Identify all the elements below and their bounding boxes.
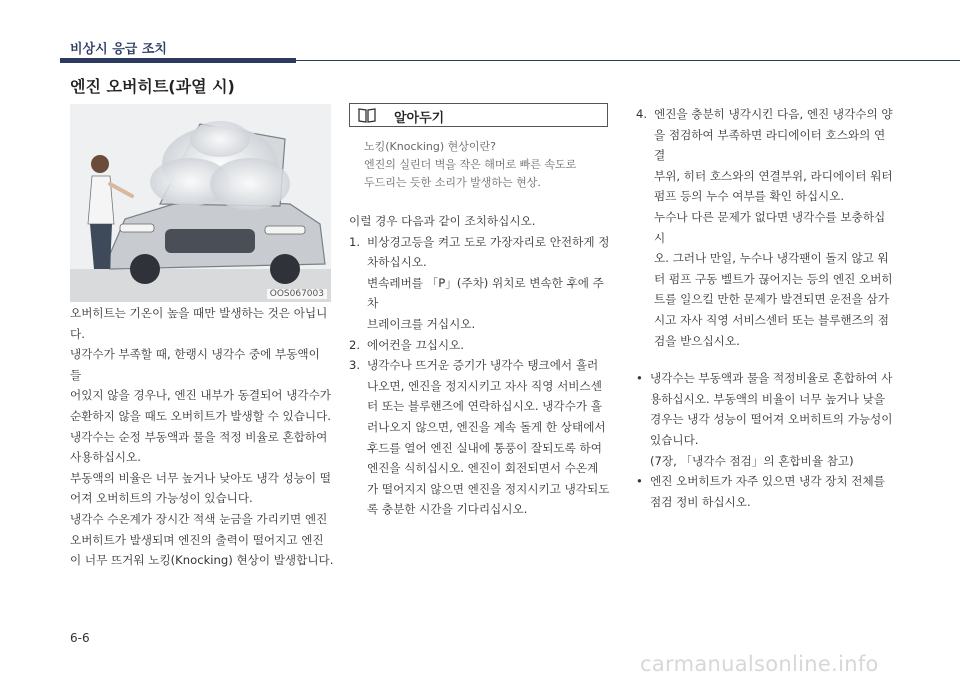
step-line: 록 충분한 시간을 기다리십시오. xyxy=(367,502,528,517)
step-line: 부위, 히터 호스와의 연결부위, 라디에이터 워터 xyxy=(654,168,893,183)
step-number: 2. xyxy=(349,337,361,352)
step-line: 러나오지 않으면, 엔진을 계속 돌게 한 상태에서 xyxy=(367,419,606,434)
step-1 xyxy=(349,232,613,335)
step-line: 을 점검하여 부족하면 라디에이터 호스와의 연결 xyxy=(654,127,886,163)
procedure-intro: 이럴 경우 다음과 같이 조치하십시오. xyxy=(349,214,536,228)
section-title: 엔진 오버히트(과열 시) xyxy=(70,77,235,96)
procedure-steps xyxy=(349,211,613,520)
watermark: carmanualsonline.info xyxy=(640,652,879,676)
text-line: 냉각수는 순정 부동액과 물을 적정 비율로 혼합하여 xyxy=(70,429,328,444)
step-line: 비상경고등을 켜고 도로 가장자리로 안전하게 정 xyxy=(367,234,610,249)
note-body xyxy=(364,138,608,192)
chapter-title: 비상시 응급 조치 xyxy=(70,42,167,57)
step-line: 터 또는 블루핸즈에 연락하십시오. 냉각수가 흘 xyxy=(367,399,602,414)
header-rule xyxy=(296,60,960,61)
bullet-line: 있습니다. xyxy=(650,432,699,447)
step-3 xyxy=(349,355,613,520)
step-line: 검을 받으십시오. xyxy=(654,333,740,348)
intro-paragraph xyxy=(70,303,334,571)
bullet-item xyxy=(636,368,894,471)
text-line: 사용하십시오. xyxy=(70,450,141,465)
bullet-mark: • xyxy=(636,371,643,386)
note-heading: 노킹(Knocking) 현상이란? xyxy=(364,140,497,153)
text-line: 부동액의 비율은 너무 높거나 낮아도 냉각 성능이 떨 xyxy=(70,470,331,485)
step-number: 3. xyxy=(349,358,361,373)
bullet-line: 점검 정비 하십시오. xyxy=(650,494,751,509)
step-line: 에어컨을 끄십시오. xyxy=(367,337,464,352)
step-line: 엔진을 충분히 냉각시킨 다음, 엔진 냉각수의 양 xyxy=(654,107,893,121)
text-line: 오버히트는 기온이 높을 때만 발생하는 것은 아닙니다. xyxy=(70,306,328,341)
bullet-line: 용하십시오. 부동액의 비율이 너무 높거나 낮을 xyxy=(650,391,885,406)
note-box xyxy=(349,103,608,127)
step-2 xyxy=(349,335,613,356)
step-line: 차하십시오. xyxy=(367,255,427,270)
step-line: 시고 자사 직영 서비스센터 또는 블루핸즈의 점 xyxy=(654,312,889,327)
text-line: 냉각수 수온계가 장시간 적색 눈금을 가리키면 엔진 xyxy=(70,511,328,526)
note-line: 두드리는 듯한 소리가 발생하는 현상. xyxy=(364,176,541,189)
bullet-item xyxy=(636,471,894,512)
step-line: 변속레버를 「P」(주차) 위치로 변속한 후에 주차 xyxy=(367,275,604,311)
header-bar xyxy=(60,58,296,63)
note-line: 엔진의 실린더 벽을 작은 해머로 빠른 속도로 xyxy=(364,158,577,171)
step-line: 브레이크를 거십시오. xyxy=(367,316,476,331)
bullet-mark: • xyxy=(636,474,643,489)
step-line: 오. 그러나 만일, 누수나 냉각팬이 돌지 않고 워 xyxy=(654,251,889,266)
step-number: 1. xyxy=(349,234,361,249)
engine-overheat-illustration xyxy=(70,104,331,302)
text-line: 냉각수가 부족할 때, 한랭시 냉각수 중에 부동액이 들 xyxy=(70,347,320,382)
text-line: 이 너무 뜨거워 노킹(Knocking) 현상이 발생합니다. xyxy=(70,553,334,568)
book-icon xyxy=(358,107,376,123)
procedure-continued xyxy=(636,104,894,512)
step-4 xyxy=(636,104,894,351)
bullet-line: 경우는 냉각 성능이 떨어져 오버히트의 가능성이 xyxy=(650,412,893,427)
step-line: 엔진을 식히십시오. 엔진이 회전되면서 수온계 xyxy=(367,461,599,476)
car-steam-image xyxy=(70,104,331,302)
step-line: 후드를 열어 엔진 실내에 통풍이 잘되도록 하여 xyxy=(367,440,602,455)
step-line: 터 펌프 구동 벨트가 끊어지는 등의 엔진 오버히 xyxy=(654,271,893,286)
step-line: 냉각수나 뜨거운 증기가 냉각수 탱크에서 흘러 xyxy=(367,358,599,373)
bullet-line: 엔진 오버히트가 자주 있으면 냉각 장치 전체를 xyxy=(650,474,885,489)
figure-code: OOS067003 xyxy=(267,289,327,299)
text-line: 순환하지 않을 때도 오버히트가 발생할 수 있습니다. xyxy=(70,408,331,423)
text-line: 오버히트가 발생되며 엔진의 출력이 떨어지고 엔진 xyxy=(70,532,324,547)
step-line: 누수나 다른 문제가 없다면 냉각수를 보충하십시 xyxy=(654,209,886,245)
bullet-line: 냉각수는 부동액과 물을 적정비율로 혼합하여 사 xyxy=(650,371,893,386)
text-line: 어져 오버히트의 가능성이 있습니다. xyxy=(70,491,253,506)
step-line: 나오면, 엔진을 정지시키고 자사 직영 서비스센 xyxy=(367,378,602,393)
step-line: 가 떨어지지 않으면 엔진을 정지시키고 냉각되도 xyxy=(367,481,610,496)
bullet-line: (7장, 「냉각수 점검」의 혼합비율 참고) xyxy=(650,453,854,468)
text-line: 어있지 않을 경우나, 엔진 내부가 동결되어 냉각수가 xyxy=(70,388,331,403)
step-number: 4. xyxy=(636,107,648,121)
note-title: 알아두기 xyxy=(394,111,445,126)
step-line: 트를 일으킬 만한 문제가 발견되면 운전을 삼가 xyxy=(654,292,889,307)
page-number: 6-6 xyxy=(70,631,90,645)
step-line: 펌프 등의 누수 여부를 확인 하십시오. xyxy=(654,189,845,204)
